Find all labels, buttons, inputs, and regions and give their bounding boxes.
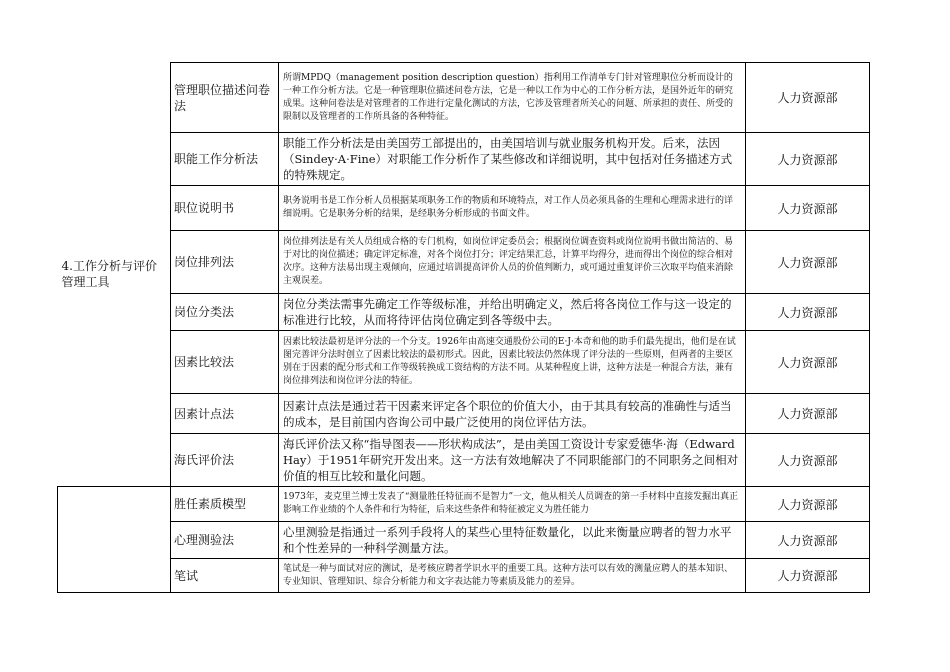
tool-name: 岗位排列法 (174, 255, 235, 269)
description-text: 所谓MPDQ（management position description question）指利用工作清单专门针对管理职位分析而设计的一种工作分析方法。它是一种管理职位描述问卷方法，它是一种以工作为中心的工作分析方法，是国外近年的研究成果。这种问卷法是对管理者的工作进行定量化测试的方法，它涉及管理者所关心的问题、所承担的责任、所受的限制以及管理者的工作所具备的各种特征。 (283, 72, 734, 122)
tool-name-cell[interactable] (171, 331, 279, 394)
description-text: 心里测验是指通过一系列手段将人的某些心里特征数量化，以此来衡量应聘者的智力水平和个性差异的一种科学测量方法。 (283, 525, 732, 555)
table-row (58, 559, 870, 593)
department-cell[interactable] (746, 186, 870, 231)
description-cell[interactable] (279, 294, 746, 331)
description-text: 因素计点法是通过若干因素来评定各个职位的价值大小，由于其具有较高的准确性与适当的成本，是目前国内咨询公司中最广泛使用的岗位评估方法。 (283, 398, 732, 429)
tool-name: 胜任素质模型 (174, 497, 247, 511)
table-row (58, 394, 870, 434)
department-text: 人力资源部 (777, 407, 838, 421)
description-cell[interactable] (279, 133, 746, 186)
description-cell[interactable] (279, 394, 746, 434)
table-row (58, 133, 870, 186)
table-row (58, 231, 870, 294)
description-text: 笔试是一种与面试对应的测试，是考核应聘者学识水平的重要工具。这种方法可以有效的测量应聘人的基本知识、专业知识、管理知识、综合分析能力和文字表达能力等素质及能力的差异。 (283, 563, 734, 587)
description-cell[interactable] (279, 487, 746, 522)
tool-name: 岗位分类法 (174, 305, 235, 319)
department-text: 人力资源部 (777, 355, 838, 370)
tool-name-cell[interactable] (171, 559, 279, 593)
category-label: 4.工作分析与评价管理工具 (61, 259, 157, 290)
department-cell[interactable] (746, 231, 870, 294)
table-row (58, 434, 870, 487)
department-text: 人力资源部 (777, 533, 838, 548)
department-cell[interactable] (746, 559, 870, 593)
department-cell[interactable] (746, 331, 870, 394)
category-cell[interactable] (58, 63, 171, 487)
tool-name-cell[interactable] (171, 186, 279, 231)
description-cell[interactable] (279, 559, 746, 593)
tool-name: 海氏评价法 (174, 453, 235, 467)
description-cell[interactable] (279, 522, 746, 559)
tool-name-cell[interactable] (171, 63, 279, 133)
description-text: 海氏评价法又称“指导图表——形状构成法”，是由美国工资设计专家爱德华·海（Edward Hay）于1951年研究开发出来。这一方法有效地解决了不同职能部门的不同职务之间相对价值的相互比较和量化问题。 (283, 437, 739, 483)
table-row (58, 487, 870, 522)
tool-name-cell[interactable] (171, 394, 279, 434)
tool-name-cell[interactable] (171, 231, 279, 294)
description-cell[interactable] (279, 434, 746, 487)
department-cell[interactable] (746, 63, 870, 133)
department-text: 人力资源部 (777, 255, 838, 270)
tool-name: 管理职位描述问卷法 (174, 82, 271, 113)
tool-name-cell[interactable] (171, 294, 279, 331)
category-cell[interactable] (58, 487, 171, 593)
department-text: 人力资源部 (777, 569, 838, 583)
description-text: 岗位分类法需事先确定工作等级标准，并给出明确定义，然后将各岗位工作与这一设定的标准进行比较，从而将待评估岗位确定到各等级中去。 (283, 297, 732, 327)
tool-name-cell[interactable] (171, 434, 279, 487)
description-cell[interactable] (279, 63, 746, 133)
department-cell[interactable] (746, 294, 870, 331)
department-cell[interactable] (746, 487, 870, 522)
description-text: 职务说明书是工作分析人员根据某项职务工作的物质和环境特点，对工作人员必须具备的生理和心理需求进行的详细说明。它是职务分析的结果，是经职务分析形成的书面文件。 (283, 196, 734, 219)
tool-name-cell[interactable] (171, 487, 279, 522)
description-cell[interactable] (279, 331, 746, 394)
department-text: 人力资源部 (777, 453, 838, 468)
tool-name: 因素计点法 (174, 406, 235, 421)
table-row (58, 63, 870, 133)
description-text: 1973年，麦克里兰博士发表了“测量胜任特征而不是智力”一文，他从相关人员调查的第一手材料中直接发掘出真正影响工作业绩的个人条件和行为特征，后来这些条件和特征被定义为胜任能力 (283, 492, 739, 515)
tool-name: 笔试 (174, 568, 199, 583)
tool-name: 因素比较法 (174, 355, 235, 369)
description-text: 因素比较法最初是评分法的一个分支。1926年由高速交通股份公司的E·J·本奇和他的助手们最先提出，他们是在试图完善评分法时创立了因素比较法的最初形式。因此，因素比较法仍然体现了评分法的一些原则，但两者的主要区别在于因素的配分形式和工作等级转换成工资结构的方法不同。从某种程度上讲，这种方法是一种混合方法，兼有岗位排列法和岗位评分法的特征。 (283, 337, 736, 386)
description-text: 职能工作分析法是由美国劳工部提出的，由美国培训与就业服务机构开发。后来，法因（Sindey·A·Fine）对职能工作分析作了某些修改和详细说明，其中包括对任务描述方式的特殊规定。 (283, 136, 733, 182)
department-text: 人力资源部 (777, 497, 838, 512)
tool-name-cell[interactable] (171, 133, 279, 186)
table-row (58, 331, 870, 394)
table-row (58, 522, 870, 559)
table-row (58, 294, 870, 331)
description-cell[interactable] (279, 186, 746, 231)
department-text: 人力资源部 (777, 305, 838, 320)
tool-name: 心理测验法 (174, 533, 235, 547)
department-cell[interactable] (746, 394, 870, 434)
department-text: 人力资源部 (777, 91, 838, 105)
tool-name: 职能工作分析法 (174, 152, 259, 166)
department-cell[interactable] (746, 522, 870, 559)
table-row (58, 186, 870, 231)
tool-name: 职位说明书 (174, 201, 235, 215)
department-text: 人力资源部 (777, 152, 838, 167)
department-cell[interactable] (746, 133, 870, 186)
tool-name-cell[interactable] (171, 522, 279, 559)
description-cell[interactable] (279, 231, 746, 294)
tools-table (57, 62, 870, 593)
department-text: 人力资源部 (777, 201, 838, 216)
description-text: 岗位排列法是有关人员组成合格的专门机构，如岗位评定委员会；根据岗位调查资料或岗位说明书做出简洁的、易于对比的岗位描述；确定评定标准，对各个岗位打分；评定结果汇总，计算平均得分，进而得出个岗位的综合相对次序。这种方法易出现主观倾向，应通过培训提高评价人员的价值判断力，或可通过重复评价三次取平均值来消除主观误差。 (283, 237, 734, 286)
department-cell[interactable] (746, 434, 870, 487)
